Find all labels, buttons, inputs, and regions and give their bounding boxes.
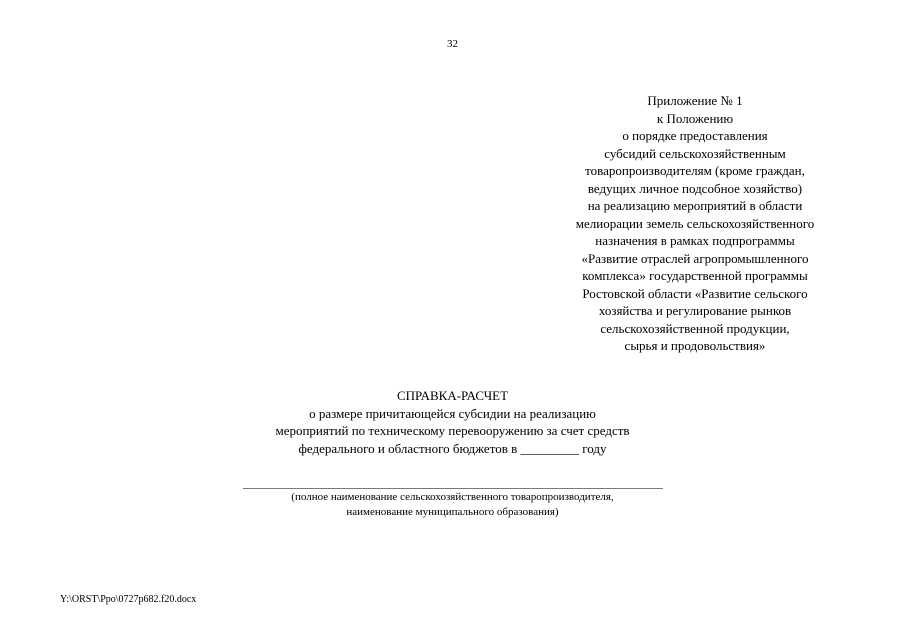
appendix-line: Ростовской области «Развитие сельского — [582, 285, 808, 301]
appendix-line: о порядке предоставления — [622, 128, 768, 143]
caption-line: (полное наименование сельскохозяйственного товаропроизводителя, — [291, 491, 614, 503]
title-line: федерального и областного бюджетов в _________ году — [298, 440, 607, 456]
appendix-line: комплекса» государственной программы — [582, 268, 808, 283]
title-line: о размере причитающейся субсидии на реализацию — [309, 405, 596, 421]
file-path-footer: Y:\ORST\Ppo\0727p682.f20.docx — [60, 594, 197, 605]
appendix-line: мелиорации земель сельскохозяйственного — [575, 215, 815, 231]
title-heading: СПРАВКА-РАСЧЕТ — [396, 388, 509, 403]
document-title — [150, 387, 755, 457]
appendix-line: товаропроизводителям (кроме граждан, — [585, 163, 805, 178]
appendix-line: сырья и продовольствия» — [624, 338, 766, 353]
caption-line: наименование муниципального образования) — [346, 506, 559, 518]
appendix-line: к Положению — [656, 110, 734, 126]
page-number: 32 — [447, 38, 458, 50]
appendix-line: хозяйства и регулирование рынков — [598, 303, 792, 318]
appendix-line: ведущих личное подсобное хозяйство) — [587, 180, 803, 196]
appendix-line: сельскохозяйственной продукции, — [600, 320, 790, 336]
producer-name-fill-line — [243, 488, 663, 489]
fill-line-caption — [150, 490, 755, 520]
appendix-line: субсидий сельскохозяйственным — [604, 145, 786, 161]
appendix-line: назначения в рамках подпрограммы — [595, 233, 795, 248]
appendix-line: Приложение № 1 — [647, 93, 743, 108]
appendix-line: «Развитие отраслей агропромышленного — [581, 250, 809, 266]
title-line: мероприятий по техническому перевооружению за счет средств — [275, 423, 630, 438]
appendix-line: на реализацию мероприятий в области — [587, 198, 803, 213]
appendix-header — [540, 92, 850, 355]
